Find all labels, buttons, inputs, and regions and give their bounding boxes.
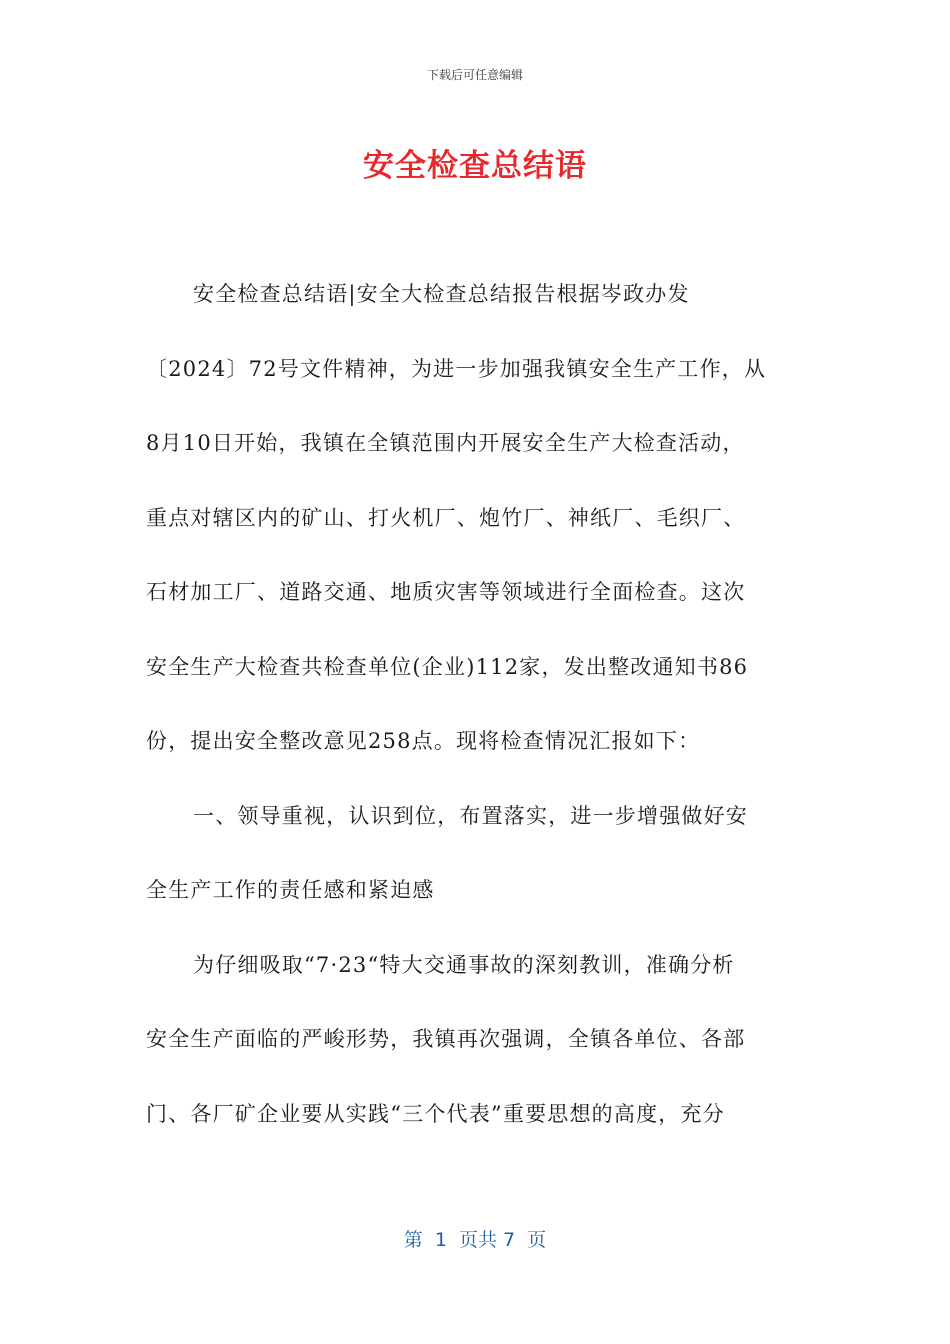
paragraph-line: 〔2024〕72号文件精神，为进一步加强我镇安全生产工作，从 [146,356,767,381]
document-title: 安全检查总结语 [363,148,587,184]
header-note: 下载后可任意编辑 [426,68,523,82]
page-number-footer: 第 1 页共 7 页 [403,1229,547,1251]
paragraph-line: 重点对辖区内的矿山、打火机厂、炮竹厂、神纸厂、毛织厂、 [146,505,746,530]
paragraph-line: 8月10日开始，我镇在全镇范围内开展安全生产大检查活动， [146,431,745,455]
paragraph-line: 门、各厂矿企业要从实践“三个代表”重要思想的高度，充分 [146,1101,725,1126]
section-heading-line: 一、领导重视，认识到位，布置落实，进一步增强做好安 [193,803,748,828]
paragraph-line: 安全生产面临的严峻形势，我镇再次强调，全镇各单位、各部 [146,1027,746,1051]
paragraph-line: 石材加工厂、道路交通、地质灾害等领域进行全面检查。这次 [146,580,746,604]
document-body [146,272,806,1166]
paragraph-line: 份，提出安全整改意见258点。现将检查情况汇报如下： [146,729,701,753]
paragraph-line: 安全检查总结语|安全大检查总结报告根据岑政办发 [193,282,690,306]
paragraph-line: 为仔细吸取“7·23“特大交通事故的深刻教训，准确分析 [193,952,735,977]
paragraph-line: 安全生产大检查共检查单位(企业)112家，发出整改通知书86 [146,654,749,679]
section-heading-line: 全生产工作的责任感和紧迫感 [146,878,435,902]
